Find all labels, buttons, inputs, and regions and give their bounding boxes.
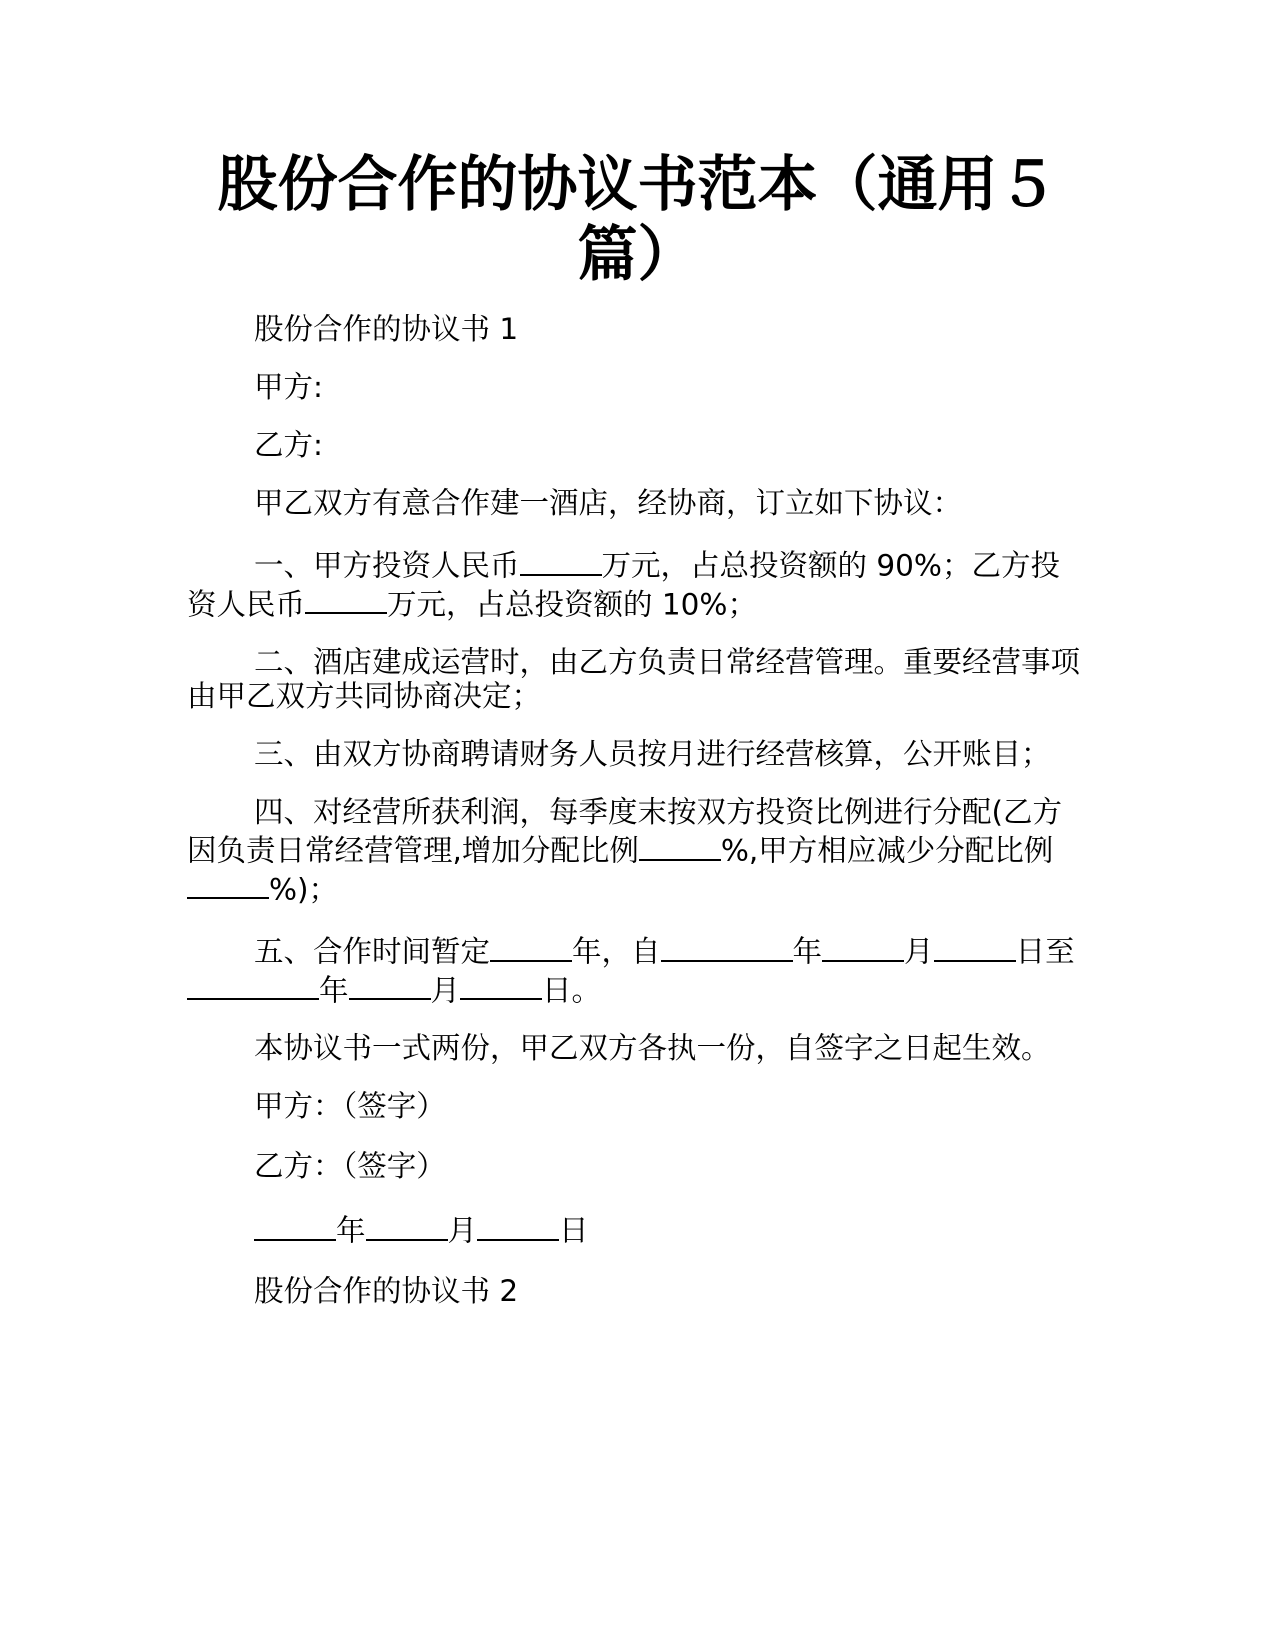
section-heading-2: 股份合作的协议书 2 — [254, 1273, 519, 1308]
clause-3: 三、由双方协商聘请财务人员按月进行经营核算，公开账目； — [254, 737, 1051, 771]
effective-clause: 本协议书一式两份，甲乙双方各执一份，自签字之日起生效。 — [254, 1031, 1051, 1065]
signature-party-b: 乙方：（签字） — [254, 1149, 446, 1183]
clause-1-text-2: 万元，占总投资额的 90%；乙方投资人民币 — [187, 548, 1060, 621]
blank-field — [661, 930, 793, 962]
clause-1 — [187, 544, 1087, 621]
signature-party-a: 甲方：（签字） — [254, 1089, 446, 1123]
date-line — [187, 1209, 1087, 1248]
blank-field — [366, 1209, 448, 1241]
clause-4-text-2: %,甲方相应减少分配比例 — [720, 833, 1054, 868]
clause-5-text-2: 年，自 — [572, 934, 661, 969]
clause-5-text-8: 日。 — [542, 973, 602, 1007]
blank-field — [639, 829, 721, 861]
blank-field — [349, 969, 431, 1001]
clause-5 — [187, 930, 1087, 1007]
blank-field — [822, 930, 904, 962]
clause-4 — [187, 795, 1087, 906]
clause-5-text-4: 月 — [904, 934, 934, 969]
clause-1-text-1: 一、甲方投资人民币 — [254, 548, 520, 583]
blank-field — [305, 583, 387, 615]
blank-field — [934, 930, 1016, 962]
intro-paragraph: 甲乙双方有意合作建一酒店，经协商，订立如下协议： — [254, 486, 963, 520]
clause-5-text-7: 月 — [430, 973, 461, 1007]
document-body — [187, 312, 1087, 1332]
date-month-label: 月 — [447, 1213, 478, 1248]
blank-field — [187, 868, 269, 900]
clause-5-text-5: 日至 — [1015, 934, 1075, 969]
clause-5-text-1: 五、合作时间暂定 — [254, 934, 491, 969]
section-heading-1: 股份合作的协议书 1 — [254, 312, 519, 346]
clause-5-text-3: 年 — [792, 934, 823, 969]
blank-field — [254, 1209, 336, 1241]
clause-1-text-3: 万元，占总投资额的 10%； — [387, 587, 757, 621]
clause-5-text-6: 年 — [319, 973, 349, 1007]
clause-4-text-3: %)； — [269, 872, 339, 906]
clause-4-text-1: 四、对经营所获利润，每季度末按双方投资比例进行分配(乙方因负责日常经营管理,增加分配比例 — [187, 795, 1063, 868]
date-day-label: 日 — [559, 1213, 589, 1248]
blank-field — [187, 969, 319, 1001]
document-title: 股份合作的协议书范本（通用５篇） — [217, 150, 1058, 290]
party-b-line: 乙方: — [254, 428, 323, 462]
party-a-line: 甲方: — [254, 370, 323, 404]
blank-field — [490, 930, 572, 962]
date-year-label: 年 — [336, 1213, 366, 1248]
blank-field — [460, 969, 542, 1001]
clause-2: 二、酒店建成运营时，由乙方负责日常经营管理。重要经营事项由甲乙双方共同协商决定； — [187, 645, 1081, 713]
blank-field — [520, 544, 602, 576]
blank-field — [477, 1209, 559, 1241]
